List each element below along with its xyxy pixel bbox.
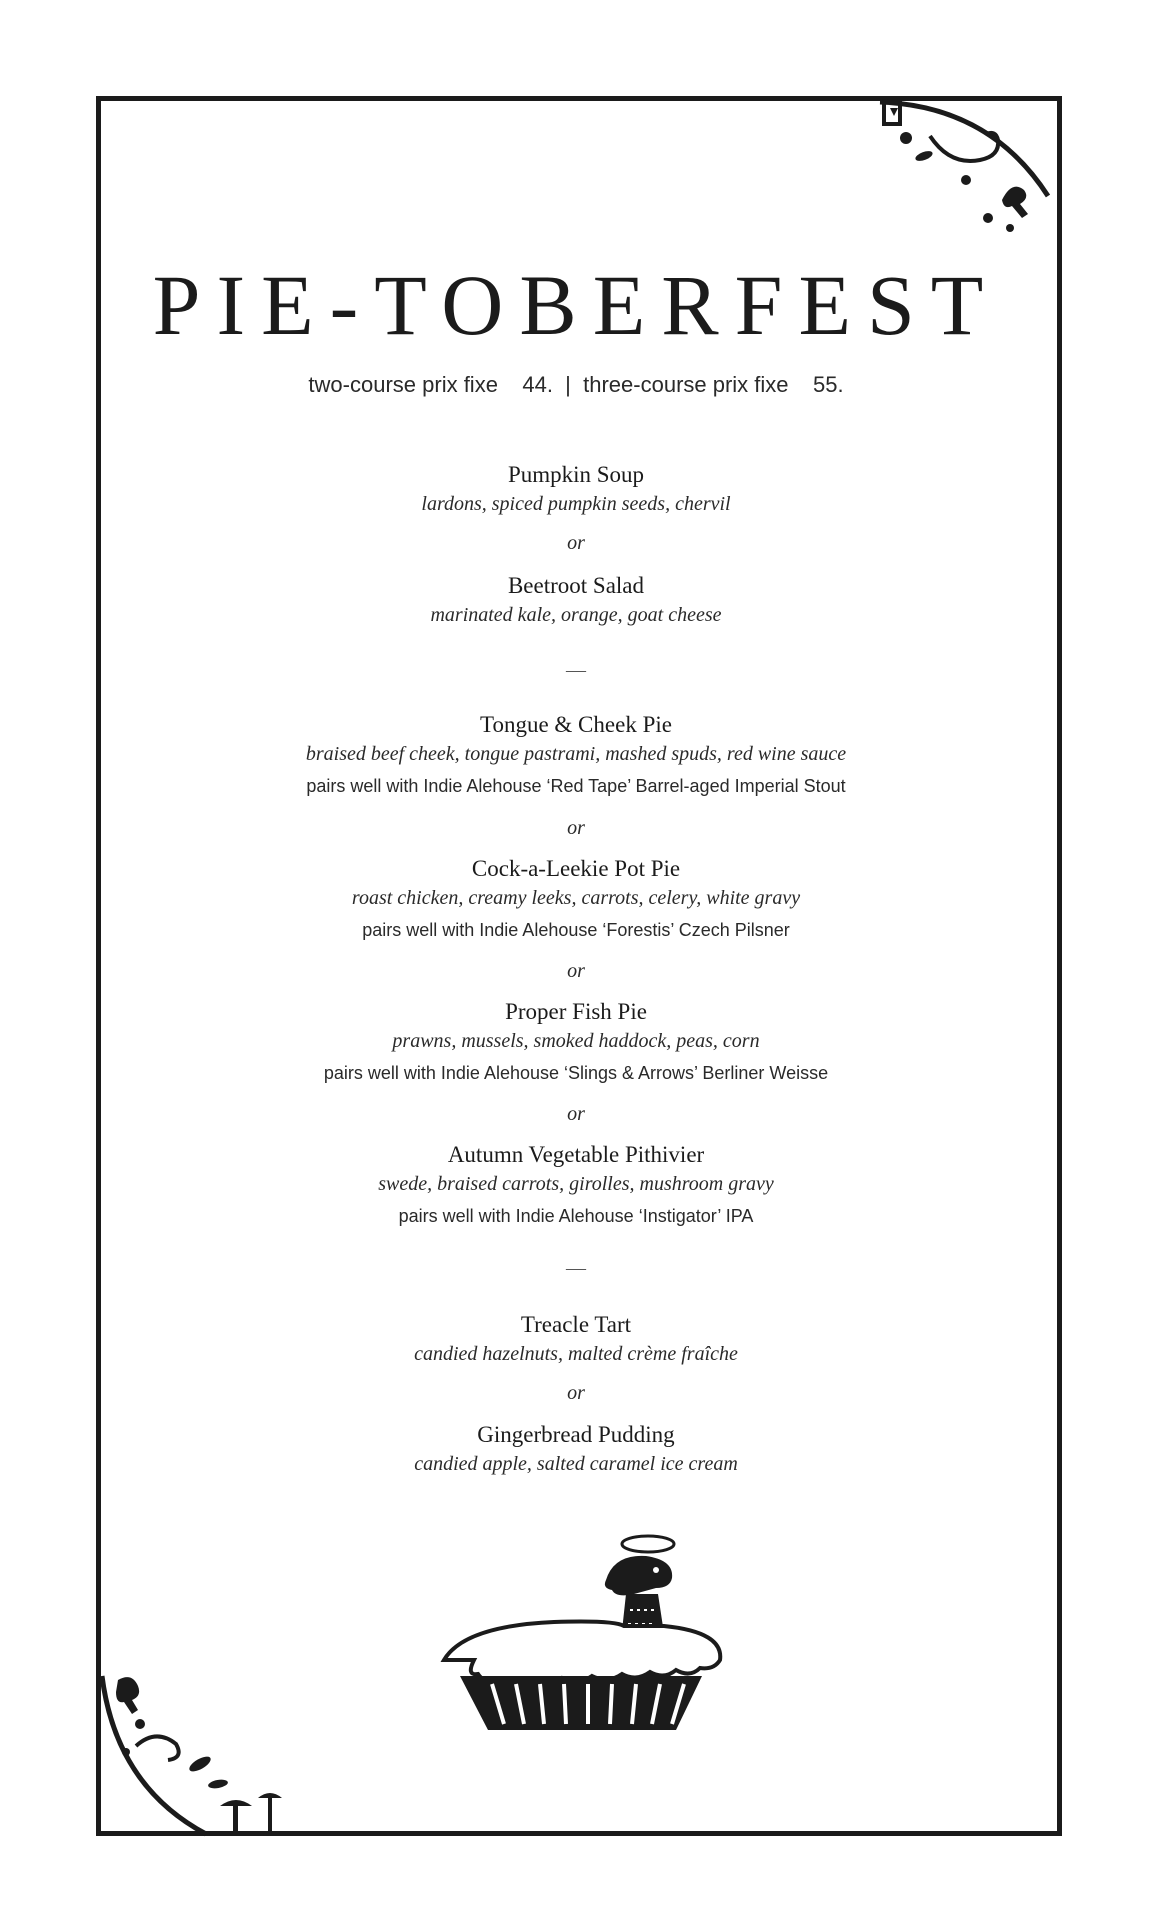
prix-fixe-prices: two-course prix fixe 44. | three-course prix fixe 55. bbox=[308, 372, 844, 397]
course-divider: — bbox=[566, 1257, 586, 1279]
starter-2-description: marinated kale, orange, goat cheese bbox=[430, 604, 722, 626]
main-2-description: roast chicken, creamy leeks, carrots, celery, white gravy bbox=[351, 887, 801, 909]
main-1-pairing: pairs well with Indie Alehouse ‘Red Tape’ Barrel-aged Imperial Stout bbox=[306, 776, 846, 796]
main-2-pairing: pairs well with Indie Alehouse ‘Forestis’ Czech Pilsner bbox=[362, 920, 790, 940]
starter-1-description: lardons, spiced pumpkin seeds, chervil bbox=[421, 493, 731, 515]
dessert-1-name: Treacle Tart bbox=[520, 1312, 632, 1337]
main-3-name: Proper Fish Pie bbox=[505, 999, 647, 1024]
or-separator: or bbox=[567, 960, 585, 982]
or-separator: or bbox=[567, 817, 585, 839]
main-3-pairing: pairs well with Indie Alehouse ‘Slings & Arrows’ Berliner Weisse bbox=[323, 1063, 829, 1083]
course-divider: — bbox=[566, 659, 586, 681]
dessert-2-description: candied apple, salted caramel ice cream bbox=[414, 1453, 738, 1475]
main-3-description: prawns, mussels, smoked haddock, peas, corn bbox=[392, 1030, 760, 1052]
main-1-description: braised beef cheek, tongue pastrami, mashed spuds, red wine sauce bbox=[305, 743, 847, 765]
dessert-2-name: Gingerbread Pudding bbox=[477, 1422, 675, 1447]
corner-ornament-bottom-left-icon bbox=[96, 1666, 296, 1836]
or-separator: or bbox=[567, 1382, 585, 1404]
or-separator: or bbox=[567, 532, 585, 554]
main-4-name: Autumn Vegetable Pithivier bbox=[447, 1142, 705, 1167]
menu-title: PIE-TOBERFEST bbox=[152, 257, 1000, 353]
main-2-name: Cock-a-Leekie Pot Pie bbox=[471, 856, 681, 881]
starter-2-name: Beetroot Salad bbox=[507, 573, 645, 598]
or-separator: or bbox=[567, 1103, 585, 1125]
corner-ornament-top-right-icon bbox=[870, 96, 1060, 246]
main-1-name: Tongue & Cheek Pie bbox=[480, 712, 672, 737]
main-4-pairing: pairs well with Indie Alehouse ‘Instigator’ IPA bbox=[398, 1206, 754, 1226]
dessert-1-description: candied hazelnuts, malted crème fraîche bbox=[414, 1343, 738, 1365]
rabbit-chef-in-pie-icon bbox=[430, 1530, 730, 1735]
main-4-description: swede, braised carrots, girolles, mushroom gravy bbox=[378, 1173, 774, 1195]
starter-1-name: Pumpkin Soup bbox=[507, 462, 645, 487]
